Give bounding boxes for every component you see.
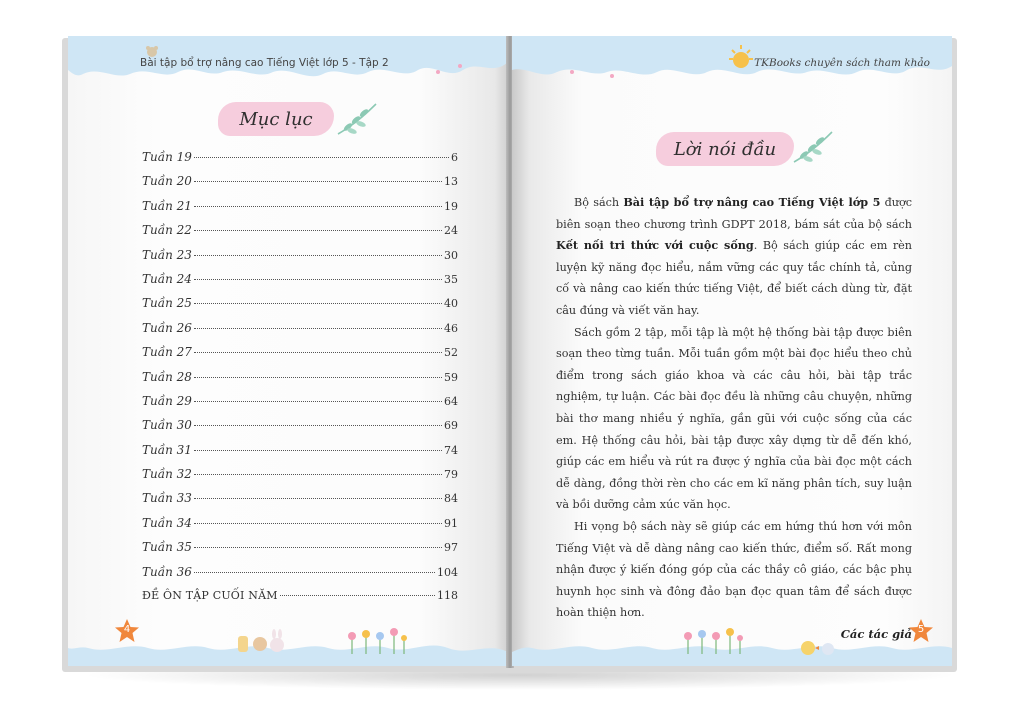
toc-label: Tuần 22: [142, 223, 192, 238]
toc-label: Tuần 19: [142, 150, 192, 164]
dot-leader: [280, 595, 435, 596]
right-page: [512, 36, 952, 666]
toc-label: Tuần 33: [142, 491, 192, 506]
toc-page: 46: [444, 321, 458, 335]
toc-page: 97: [444, 541, 458, 555]
toc-row[interactable]: [142, 174, 458, 198]
dot-leader: [194, 328, 442, 329]
dot-leader: [194, 352, 442, 353]
dot-leader: [194, 230, 442, 231]
preface-body: [556, 192, 912, 645]
animals-icon: [234, 628, 290, 656]
toc-label: Tuần 31: [142, 442, 192, 457]
toc-label: Tuần 25: [142, 296, 192, 311]
toc-page: 13: [444, 175, 458, 189]
toc-row[interactable]: [142, 272, 458, 296]
toc-row[interactable]: [142, 345, 458, 369]
toc-label: Tuần 34: [142, 515, 192, 530]
toc-row[interactable]: [142, 540, 458, 564]
dot-leader: [194, 377, 442, 378]
toc-row[interactable]: [142, 467, 458, 491]
page-number-text: 4: [123, 624, 131, 635]
toc-page: 74: [444, 443, 458, 457]
dot-leader: [194, 255, 442, 256]
toc-row[interactable]: [142, 223, 458, 247]
toc-page: 64: [444, 394, 458, 408]
toc-label: ĐỀ ÔN TẬP CUỐI NĂM: [142, 589, 278, 603]
flowers-icon: [344, 626, 410, 656]
dot-leader: [194, 157, 449, 158]
open-book: [62, 36, 957, 672]
dot-leader: [194, 572, 435, 573]
toc-label: Tuần 36: [142, 564, 192, 579]
chick-icon: [798, 636, 838, 658]
toc-page: 30: [444, 248, 458, 262]
toc-page: 59: [444, 370, 458, 384]
toc-row[interactable]: [142, 418, 458, 442]
preface-paragraph-1: Bộ sách Bài tập bổ trợ nâng cao Tiếng Việt lớp 5 được biên soạn theo chương trình GDPT 2018, bám sát của bộ sách Kết nối tri thức với cuộc sống. Bộ sách giúp các em rèn luyện kỹ năng đọc hiểu, nắm vững các quy tắc chính tả, củng cố và nâng cao kiến thức tiếng Việt, để biết cách dùng từ, đặt câu đúng và viết văn hay.: [556, 195, 912, 317]
toc-row[interactable]: [142, 394, 458, 418]
toc-page: 91: [444, 516, 458, 530]
toc-label: Tuần 27: [142, 345, 192, 360]
toc-page: 52: [444, 346, 458, 360]
series-title-bold: Kết nối tri thức với cuộc sống: [556, 238, 754, 253]
leaf-branch-icon: [334, 100, 380, 138]
toc-row[interactable]: [142, 516, 458, 540]
dot-leader: [194, 181, 442, 182]
page-number-text: 5: [917, 624, 925, 635]
dot-leader: [194, 523, 442, 524]
toc-label: Tuần 30: [142, 418, 192, 433]
toc-row[interactable]: [142, 565, 458, 589]
toc-label: Tuần 29: [142, 393, 192, 408]
dot-leader: [194, 303, 442, 304]
dot-leader: [194, 425, 442, 426]
toc-label: Tuần 20: [142, 174, 192, 189]
toc-row[interactable]: [142, 296, 458, 320]
dot-leader: [194, 474, 442, 475]
dot-leader: [194, 279, 442, 280]
toc-row[interactable]: [142, 370, 458, 394]
dot-leader: [194, 498, 442, 499]
flowers-icon: [680, 626, 746, 656]
page-number: [114, 618, 140, 644]
running-head: TKBooks chuyên sách tham khảo: [754, 57, 930, 69]
running-head: Bài tập bổ trợ nâng cao Tiếng Việt lớp 5 - Tập 2: [140, 57, 389, 69]
toc-page: 104: [437, 565, 458, 579]
signature: Các tác giả: [840, 626, 912, 641]
toc-label: Tuần 28: [142, 369, 192, 384]
toc-page: 79: [444, 468, 458, 482]
toc-page: 19: [444, 199, 458, 213]
preface-title: Lời nói đầu: [673, 138, 777, 160]
toc-row[interactable]: [142, 321, 458, 345]
toc-page: 24: [444, 224, 458, 238]
teddy-bear-icon: [144, 44, 160, 58]
toc-row[interactable]: [142, 150, 458, 174]
left-page: [68, 36, 508, 666]
sun-icon: [724, 44, 758, 74]
dot-leader: [194, 206, 442, 207]
preface-paragraph-3: Hi vọng bộ sách này sẽ giúp các em hứng thú hơn với môn Tiếng Việt và dễ dàng nâng cao kiến thức, điểm số. Rất mong nhận được ý kiến đóng góp của các thầy cô giáo, các bậc phụ huynh học sinh và đông đảo bạn đọc quan tâm để sách được hoàn thiện hơn.: [556, 519, 912, 620]
preface-paragraph-2: Sách gồm 2 tập, mỗi tập là một hệ thống bài tập được biên soạn theo từng tuần. Mỗi tuần gồm một bài đọc hiểu theo chủ điểm trong sách giáo khoa và các câu hỏi, bài tập trắc nghiệm, tự luận. Các bài đọc đều là những câu chuyện, những bài thơ mang nhiều ý nghĩa, gần gũi với cuộc sống của các em. Hệ thống câu hỏi, bài tập được xây dựng từ dễ đến khó, giúp các em hiểu và rút ra được ý nghĩa của bài đọc một cách dễ dàng, đồng thời rèn cho các em kĩ năng phân tích, suy luận và bồi dưỡng cảm xúc văn học.: [556, 325, 912, 512]
toc-row[interactable]: [142, 248, 458, 272]
toc-label: Tuần 32: [142, 467, 192, 482]
dot-leader: [194, 450, 442, 451]
toc-page: 40: [444, 297, 458, 311]
dot-leader: [194, 401, 442, 402]
toc-label: Tuần 23: [142, 247, 192, 262]
toc-page: 6: [451, 151, 458, 164]
toc-title: Mục lục: [239, 108, 313, 130]
toc-label: Tuần 21: [142, 198, 192, 213]
page-number: [908, 618, 934, 644]
toc-label: Tuần 24: [142, 271, 192, 286]
toc-page: 35: [444, 272, 458, 286]
toc-page: 118: [437, 589, 458, 603]
toc-row[interactable]: [142, 199, 458, 223]
toc-page: 84: [444, 492, 458, 506]
toc-label: Tuần 26: [142, 320, 192, 335]
toc-row[interactable]: [142, 491, 458, 515]
book-title-bold: Bài tập bổ trợ nâng cao Tiếng Việt lớp 5: [623, 195, 881, 209]
toc-page: 69: [444, 419, 458, 433]
toc-row[interactable]: [142, 589, 458, 613]
preface-title-banner: [656, 132, 794, 166]
leaf-branch-icon: [790, 128, 836, 166]
toc-title-banner: [218, 102, 334, 136]
toc-row[interactable]: [142, 443, 458, 467]
toc-label: Tuần 35: [142, 540, 192, 555]
table-of-contents: [142, 150, 458, 613]
dot-leader: [194, 547, 442, 548]
